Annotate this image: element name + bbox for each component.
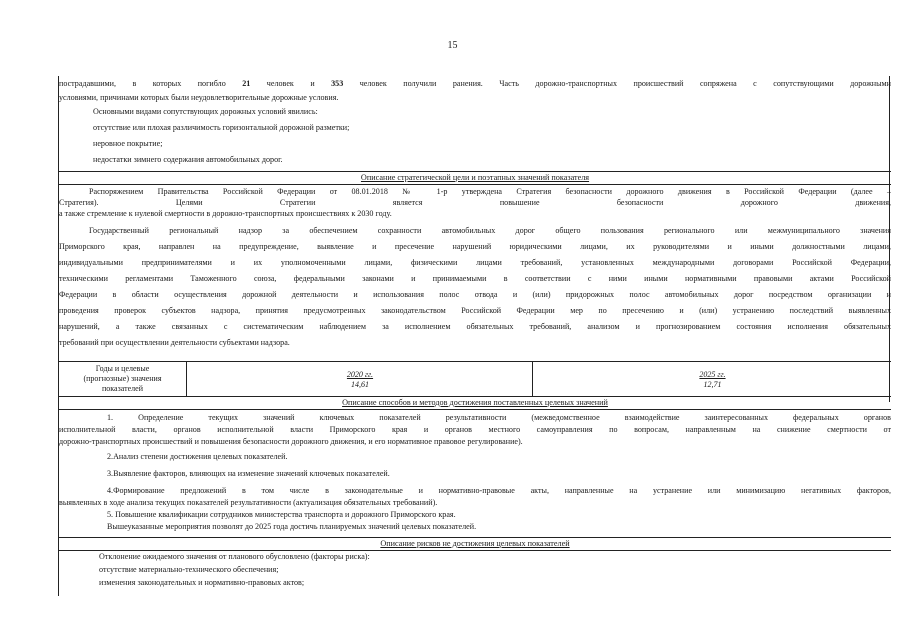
s1-p2-line7: нарушений, а также связанных с систематическим наблюдением за исполнением обязательных требований, анализом и прогнозированием состояния исполнения обязательных <box>59 322 891 331</box>
intro-block <box>59 78 891 165</box>
s1-p1-line3: а также стремление к нулевой смертности в дорожно-транспортных происшествиях к 2030 году. <box>59 209 392 218</box>
section1-text <box>59 186 891 348</box>
value-2025: 12,71 <box>703 380 722 389</box>
table-cell-2020 <box>188 362 533 396</box>
intro-line-2: условиями, причинами которых были неудовлетворительные дорожные условия. <box>59 93 339 102</box>
s2-item4-line1: 4.Формирование предложений в том числе в законодательные и нормативно-правовые акты, направленные на устранение или минимизацию негативных факторов, <box>107 486 891 495</box>
s2-item1-line2: исполнительной власти, органов исполнительной власти Приморского края и органов местного самоуправления по вопросам, направленным на снижение смертности от <box>59 425 891 434</box>
intro-line-1: пострадавшими, в которых погибло 21 человек и 353 человек получили ранения. Часть дорожно-транспортных происшествий сопряжена с сопутствующими дорожными <box>59 79 891 88</box>
year-2020: 2020 гг. <box>346 370 374 379</box>
s3-line1: Отклонение ожидаемого значения от планового обусловлено (факторы риска): <box>99 552 370 561</box>
year-2025: 2025 гг. <box>699 370 726 379</box>
s2-item3: 3.Выявление факторов, влияющих на изменение значений ключевых показателей. <box>107 469 390 478</box>
section3-text <box>59 551 891 588</box>
s1-p2-line2: Приморского края, направлен на предупреждение, выявление и пресечение нарушений юридическими лицами, их руководителями и иными должностными лицами, <box>59 242 891 251</box>
table-header-cell <box>59 362 187 396</box>
s2-item4-line2: выявленных в ходе анализа текущих показателей результативности (актуализация обязательных требований). <box>59 498 438 507</box>
section2-text <box>59 412 891 532</box>
intro-item-3: недостатки зимнего содержания автомобильных дорог. <box>93 155 283 164</box>
table-header-line-2: (прогнозные) значения <box>83 374 162 383</box>
s1-p2-line8: требований при осуществлении деятельности субъектами надзора. <box>59 338 290 347</box>
s1-p2-line4: техническими регламентами Таможенного союза, федеральными законами и принимаемыми в соответствии с ними иными нормативными правовыми актами Российской <box>59 274 891 283</box>
s1-p1-line1: Распоряжением Правительства Российской Федерации от 08.01.2018 № 1-р утверждена Стратегия безопасности дорожного движения в Российской Федерации (далее – <box>89 187 891 196</box>
s3-line3: изменения законодательных и нормативно-правовых актов; <box>99 578 305 587</box>
table-cell-2025 <box>534 362 891 396</box>
intro-item-1: отсутствие или плохая различимость горизонтальной дорожной разметки; <box>93 123 350 132</box>
s1-p2-line5: Федерации в области осуществления дорожной деятельности и использования полос отвода и (или) придорожных полос автомобильных дорог посредством организации и <box>59 290 891 299</box>
s2-item1-line1: 1. Определение текущих значений ключевых показателей результативности (межведомственное взаимодействие заинтересованных федеральных органов <box>107 413 891 422</box>
s1-p1-line2: Стратегия). Целями Стратегии является повышение безопасности дорожного движения, <box>59 198 891 207</box>
table-header-line-1: Годы и целевые <box>95 364 150 373</box>
target-values-table <box>59 361 891 396</box>
section-title-strategic-goal: Описание стратегической цели и поэтапных значений показателя <box>59 171 891 185</box>
value-2020: 14,61 <box>351 380 369 389</box>
section-title-methods: Описание способов и методов достижения поставленных целевых значений <box>59 396 891 410</box>
s2-item1-line3: дорожно-транспортных происшествий и повышения безопасности дорожного движения, и его нормативное правовое регулирование). <box>59 437 523 446</box>
section-title-risks: Описание рисков не достижения целевых показателей <box>59 537 891 551</box>
intro-line-3: Основными видами сопутствующих дорожных условий явились: <box>93 107 318 116</box>
s2-item2: 2.Анализ степени достижения целевых показателей. <box>107 452 288 461</box>
s2-item5: 5. Повышение квалификации сотрудников министерства транспорта и дорожного Приморского края. <box>107 510 456 519</box>
table-header-line-3: показателей <box>102 384 143 393</box>
s1-p2-line3: индивидуальными предпринимателями и их уполномоченными лицами, физическими лицами требований, установленных международными договорами Российской Федерации, <box>59 258 891 267</box>
s1-p2-line1: Государственный региональный надзор за обеспечением сохранности автомобильных дорог общего пользования регионального или межмуниципального значения <box>89 226 891 235</box>
s1-p2-line6: проведения проверок субъектов надзора, принятия предусмотренных законодательством Российской Федерации мер по пресечению и (или) устранению последствий выявленных <box>59 306 891 315</box>
s2-item6: Вышеуказанные мероприятия позволят до 2025 года достичь планируемых значений целевых показателей. <box>107 522 477 531</box>
intro-item-2: неровное покрытие; <box>93 139 163 148</box>
page-number: 15 <box>447 40 458 51</box>
document-frame <box>58 76 891 596</box>
s3-line2: отсутствие материально-технического обеспечения; <box>99 565 279 574</box>
